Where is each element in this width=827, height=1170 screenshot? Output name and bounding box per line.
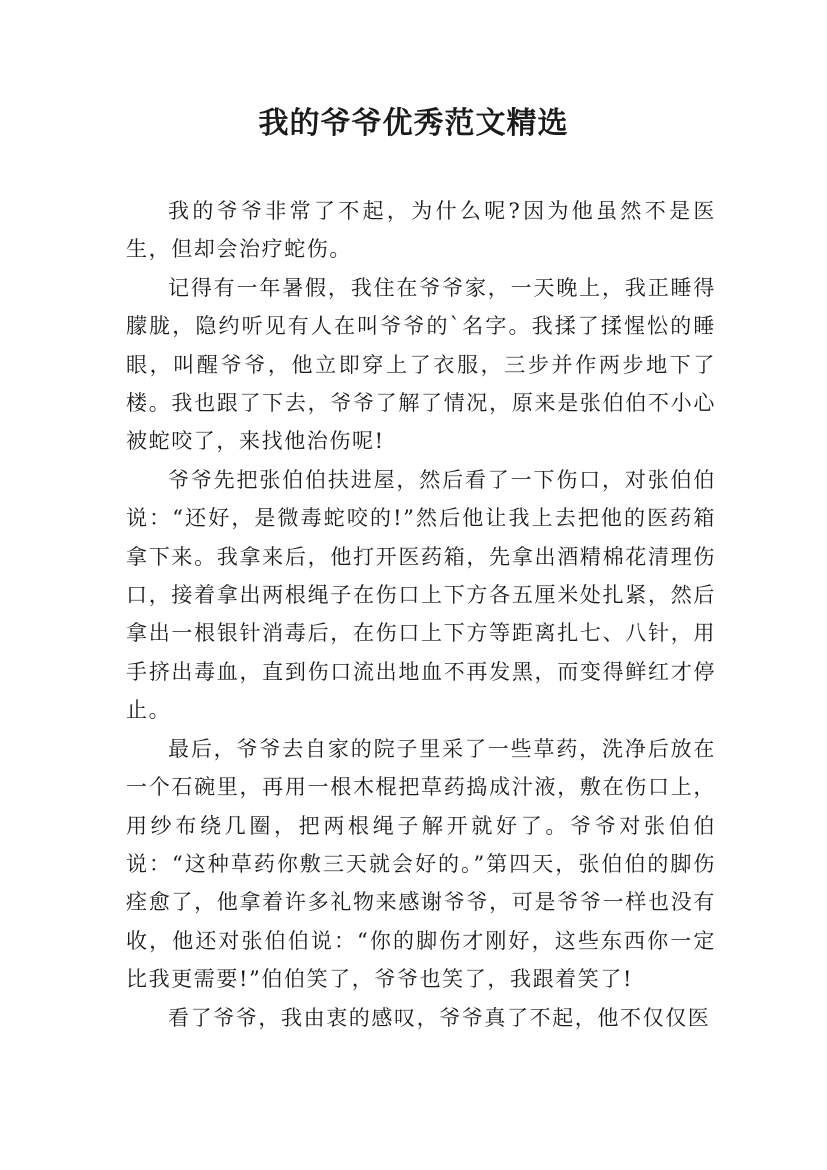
paragraph: 最后，爷爷去自家的院子里采了一些草药，洗净后放在一个石碗里，再用一根木棍把草药捣成汁液，敷在伤口上，用纱布绕几圈，把两根绳子解开就好了。爷爷对张伯伯说：“这种草药你敷三天就会好的。”第四天，张伯伯的脚伤痊愈了，他拿着许多礼物来感谢爷爷，可是爷爷一样也没有收，他还对张伯伯说：“你的脚伤才刚好，这些东西你一定比我更需要!”伯伯笑了，爷爷也笑了，我跟着笑了!: [126, 736, 716, 992]
document-title: 我的爷爷优秀范文精选: [258, 106, 569, 141]
paragraph: 爷爷先把张伯伯扶进屋，然后看了一下伤口，对张伯伯说：“还好，是微毒蛇咬的!”然后他让我上去把他的医药箱拿下来。我拿来后，他打开医药箱，先拿出酒精棉花清理伤口，接着拿出两根绳子在伤口上下方各五厘米处扎紧，然后拿出一根银针消毒后，在伤口上下方等距离扎七、八针，用手挤出毒血，直到伤口流出地血不再发黑，而变得鲜红才停止。: [126, 467, 716, 723]
paragraph: 我的爷爷非常了不起，为什么呢?因为他虽然不是医生，但却会治疗蛇伤。: [126, 199, 716, 262]
paragraph: 记得有一年暑假，我住在爷爷家，一天晚上，我正睡得朦胧，隐约听见有人在叫爷爷的`名字。我揉了揉惺忪的睡眼，叫醒爷爷，他立即穿上了衣服，三步并作两步地下了楼。我也跟了下去，爷爷了解了情况，原来是张伯伯不小心被蛇咬了，来找他治伤呢!: [126, 275, 716, 454]
paragraph: 看了爷爷，我由衷的感叹，爷爷真了不起，他不仅仅医: [168, 1005, 711, 1030]
document-body: [126, 192, 716, 1037]
